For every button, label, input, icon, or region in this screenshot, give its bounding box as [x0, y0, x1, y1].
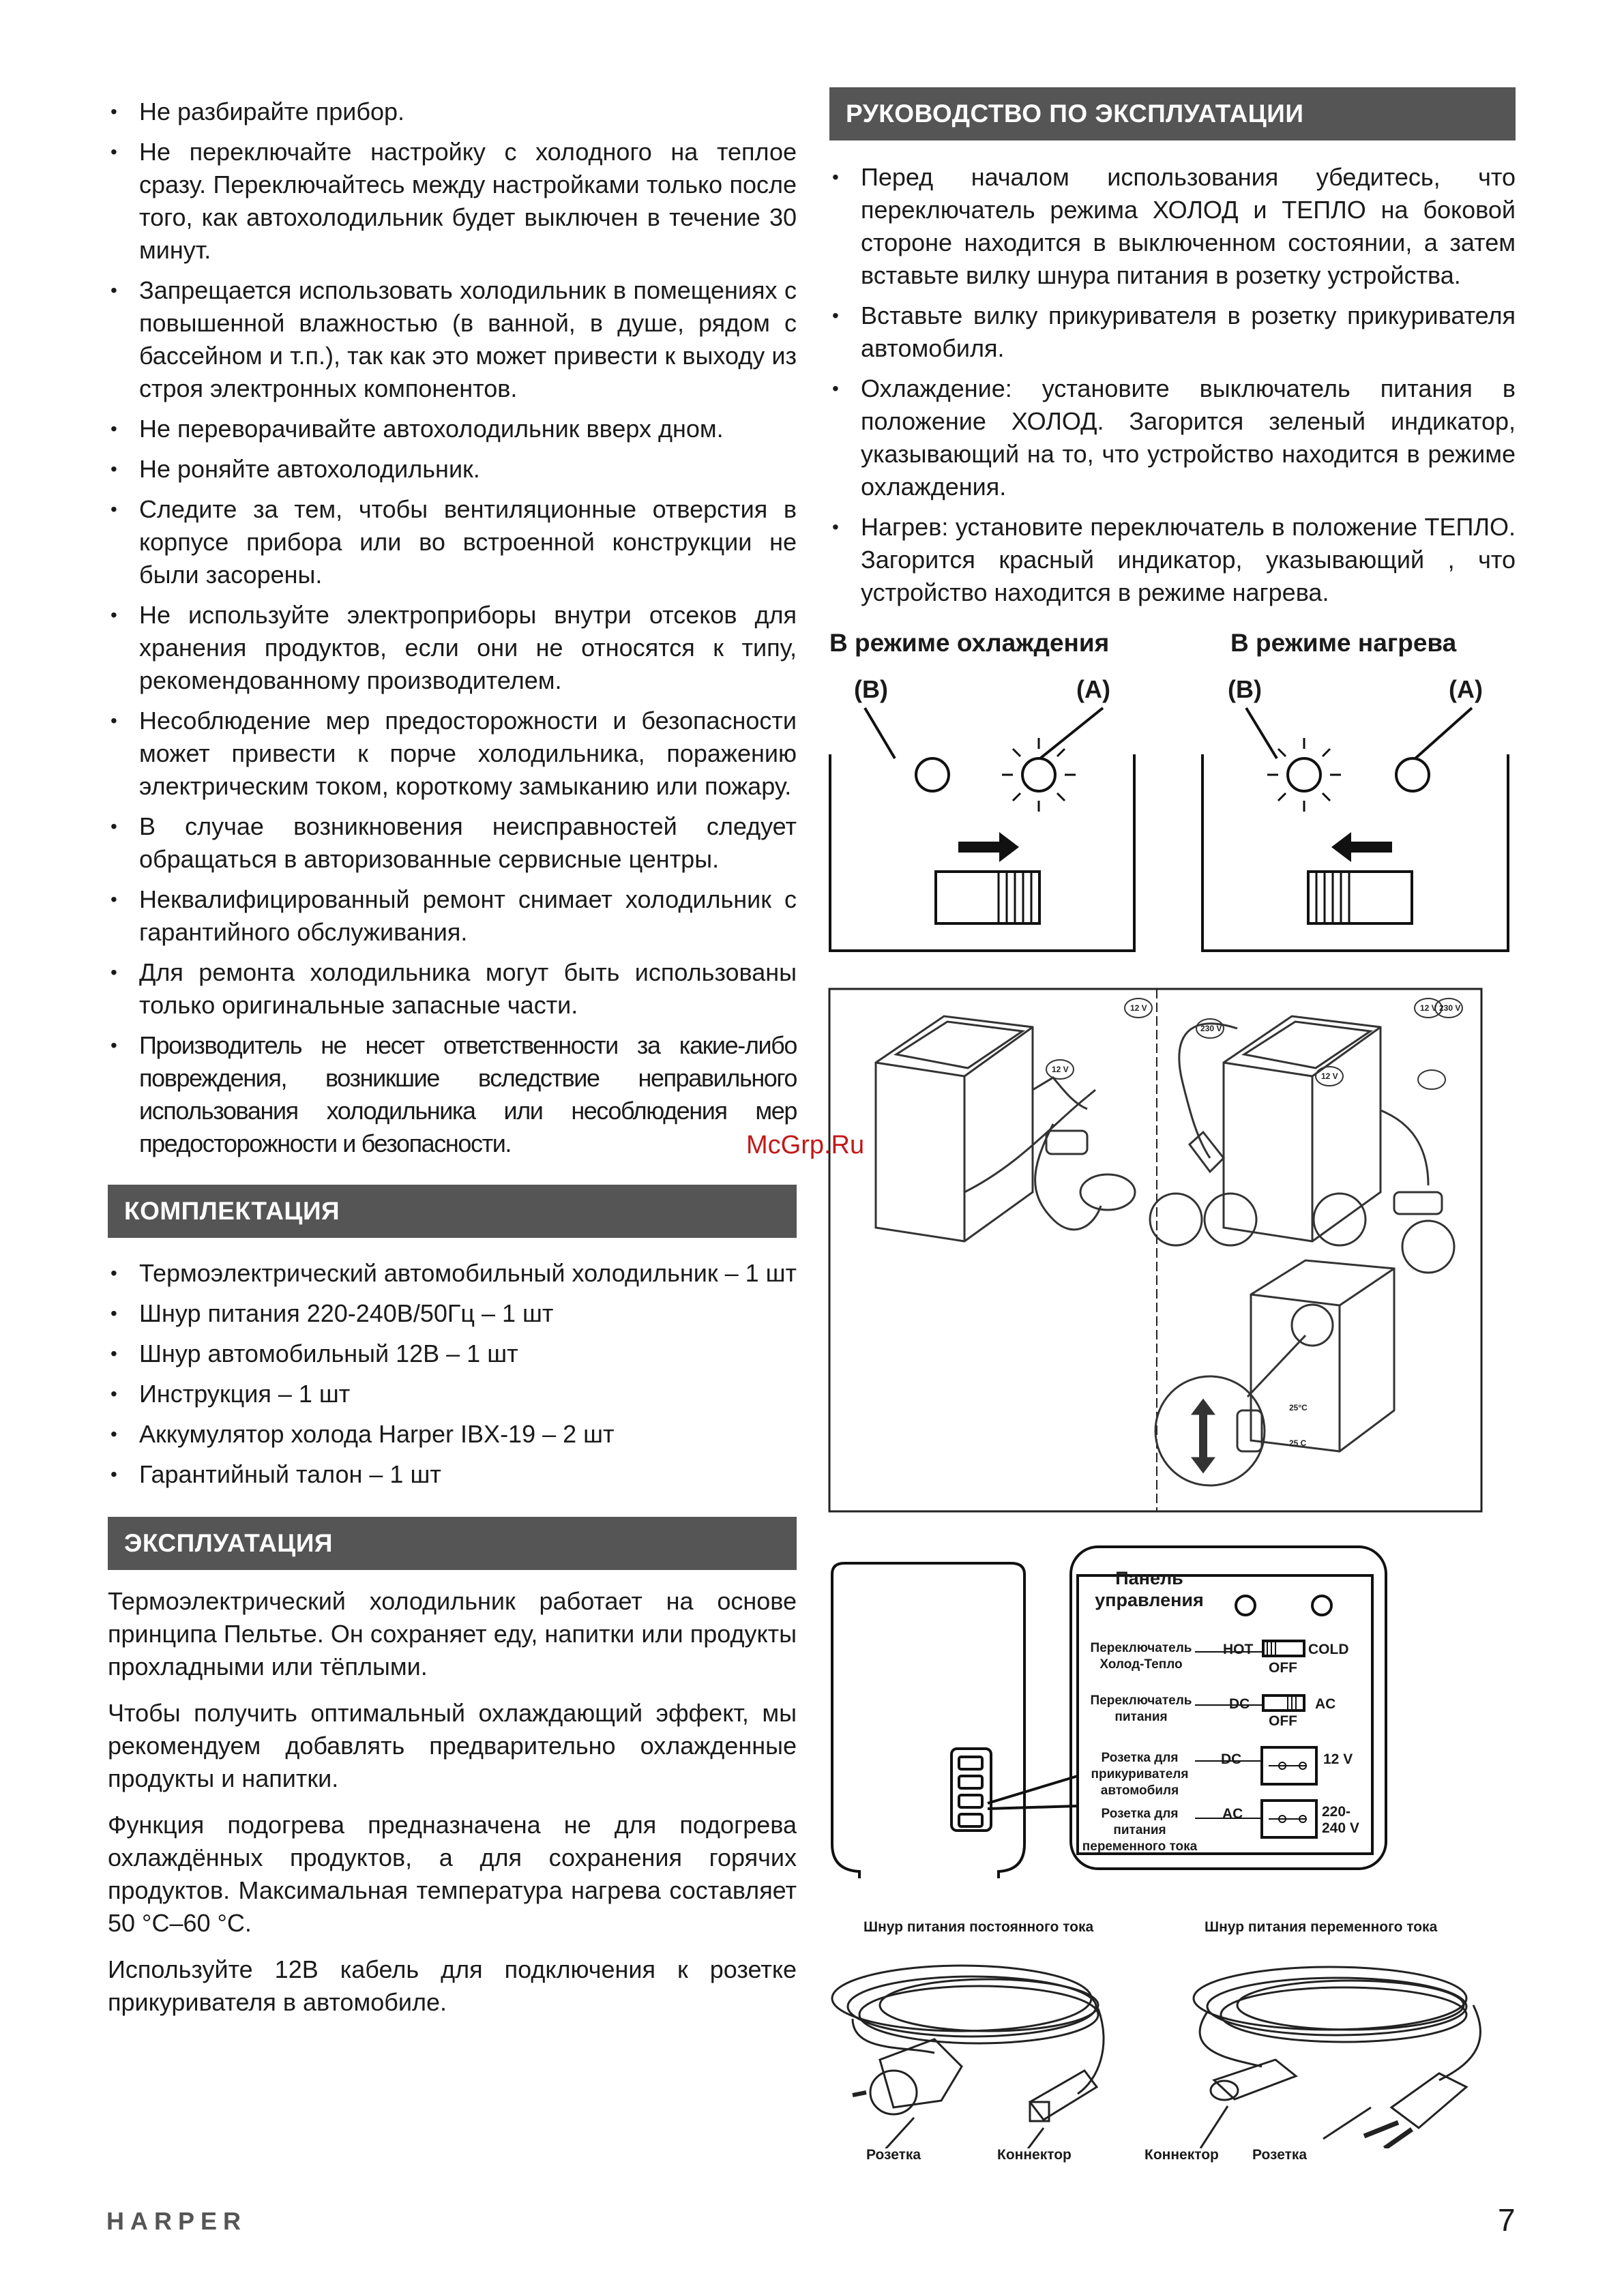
- list-item: • Не переворачивайте автохолодильник вверх дном.: [108, 413, 797, 445]
- list-item: • Перед началом использования убедитесь, что переключатель режима ХОЛОД и ТЕПЛО на боковой стороне находится в выключенном состоянии, а затем вставьте вилку шнура питания в розетку устройства.: [829, 161, 1516, 292]
- label-b: (B): [1228, 675, 1262, 703]
- paragraph: Используйте 12В кабель для подключения к розетке прикуривателя в автомобиле.: [108, 1955, 797, 2016]
- badge-230v: 230 V: [1200, 1024, 1222, 1033]
- connector-label: Коннектор: [997, 2147, 1072, 2163]
- off-label: OFF: [1269, 1660, 1297, 1676]
- list-item: • Не переключайте настройку с холодного на теплое сразу. Переключайтесь между настройками только после того, как автохолодильник будет выключен в течение 30 минут.: [108, 136, 797, 267]
- dc-label: DC: [1229, 1696, 1250, 1712]
- dc-socket-label: DC: [1221, 1751, 1242, 1767]
- socket-label: Розетка: [866, 2147, 921, 2163]
- list-item: • Не роняйте автохолодильник.: [108, 453, 797, 486]
- list-item: • Не разбирайте прибор.: [108, 95, 797, 128]
- list-item: • Вставьте вилку прикуривателя в розетку прикуривателя автомобиля.: [829, 299, 1516, 365]
- car-socket-label: Розетка для прикуривателя автомобиля: [1091, 1751, 1189, 1798]
- panel-title: Панель управления: [1095, 1568, 1204, 1610]
- label-a: (A): [1449, 675, 1483, 703]
- badge-12v: 12 V: [1321, 1071, 1338, 1081]
- list-item: • Шнур автомобильный 12В – 1 шт: [108, 1337, 797, 1370]
- kit-list: [108, 1257, 797, 1491]
- temp-label: 25 C: [1289, 1438, 1307, 1448]
- off-label: OFF: [1269, 1713, 1297, 1729]
- installation-illustration: [828, 988, 1483, 1513]
- operation-heading: ЭКСПЛУАТАЦИЯ: [108, 1517, 797, 1570]
- manual-list: [829, 161, 1516, 609]
- badge-12v: 12 V: [1130, 1003, 1147, 1013]
- list-item: • Не используйте электроприборы внутри отсеков для хранения продуктов, если они не относятся к типу, рекомендованному производителем.: [108, 599, 797, 697]
- list-item: • Аккумулятор холода Harper IBX-19 – 2 шт: [108, 1418, 797, 1451]
- manual-heading: РУКОВОДСТВО ПО ЭКСПЛУАТАЦИИ: [829, 87, 1516, 140]
- list-item: • Следите за тем, чтобы вентиляционные отверстия в корпусе прибора или во встроенной конструкции не были засорены.: [108, 493, 797, 591]
- dc-cord-title: Шнур питания постоянного тока: [863, 1919, 1094, 1935]
- list-item: • Для ремонта холодильника могут быть использованы только оригинальные запасные части.: [108, 956, 797, 1022]
- hot-label: HOT: [1223, 1642, 1254, 1657]
- cold-label: COLD: [1308, 1642, 1349, 1657]
- list-item: • Несоблюдение мер предосторожности и безопасности может привести к порче холодильника, поражению электрическим током, короткому замыканию или пожару.: [108, 705, 797, 803]
- v220-label: 220-240 V: [1322, 1804, 1359, 1836]
- list-item: • Неквалифицированный ремонт снимает холодильник с гарантийного обслуживания.: [108, 883, 797, 949]
- ac-cord-title: Шнур питания переменного тока: [1205, 1919, 1438, 1935]
- list-item: • Производитель не несет ответственности за какие-либо повреждения, возникшие вследствие неправильного использования холодильника или несоблюдения мер предосторожности и безопасности.: [108, 1029, 797, 1160]
- operation-text: [108, 1585, 797, 2019]
- list-item: • В случае возникновения неисправностей следует обращаться в авторизованные сервисные центры.: [108, 810, 797, 876]
- ac-socket-type: AC: [1222, 1806, 1243, 1822]
- list-item: • Запрещается использовать холодильник в помещениях с повышенной влажностью (в ванной, в душе, рядом с бассейном и т.п.), так как это может привести к выходу из строя электронных компонентов.: [108, 274, 797, 405]
- list-item: • Термоэлектрический автомобильный холодильник – 1 шт: [108, 1257, 797, 1290]
- cooling-mode-caption: В режиме охлаждения: [829, 629, 1110, 657]
- badge-12v: 12 V: [1052, 1065, 1069, 1074]
- ac-label: AC: [1315, 1696, 1336, 1712]
- kit-heading: КОМПЛЕКТАЦИЯ: [108, 1185, 797, 1238]
- v12-label: 12 V: [1323, 1751, 1353, 1767]
- list-item: • Шнур питания 220-240В/50Гц – 1 шт: [108, 1297, 797, 1330]
- power-cords-illustration: [825, 1944, 1501, 2148]
- badge-12v: 12 V: [1420, 1003, 1437, 1013]
- label-b: (B): [854, 675, 888, 703]
- ac-socket-label: Розетка для питания переменного тока: [1082, 1807, 1198, 1854]
- mode-switch-label: Переключатель Холод-Тепло: [1090, 1641, 1192, 1672]
- brand-logo: HARPER: [106, 2207, 248, 2235]
- left-column: [108, 95, 797, 2032]
- paragraph: Чтобы получить оптимальный охлаждающий эффект, мы рекомендуем добавлять предварительно охлажденные продукты и напитки.: [108, 1699, 797, 1792]
- list-item: • Гарантийный талон – 1 шт: [108, 1458, 797, 1491]
- connector-label: Коннектор: [1145, 2147, 1219, 2163]
- list-item: • Охлаждение: установите выключатель питания в положение ХОЛОД. Загорится зеленый индикатор, указывающий на то, что устройство находится в режиме охлаждения.: [829, 372, 1516, 503]
- temp-label: 25°C: [1289, 1403, 1308, 1412]
- list-item: • Нагрев: установите переключатель в положение ТЕПЛО. Загорится красный индикатор, указывающий , что устройство находится в режиме нагрева.: [829, 511, 1516, 609]
- mode-switch-diagram: [818, 702, 1528, 962]
- right-column: [829, 87, 1516, 617]
- badge-230v: 230 V: [1439, 1003, 1461, 1013]
- list-item: • Инструкция – 1 шт: [108, 1378, 797, 1410]
- paragraph: Термоэлектрический холодильник работает на основе принципа Пельтье. Он сохраняет еду, напитки или продукты прохладными или тёплыми.: [108, 1587, 797, 1680]
- watermark: McGrp.Ru: [746, 1131, 865, 1159]
- socket-label: Розетка: [1252, 2147, 1308, 2163]
- safety-list: [108, 95, 797, 1160]
- page-number: 7: [1498, 2202, 1516, 2238]
- power-switch-label: Переключатель питания: [1090, 1693, 1192, 1724]
- heating-mode-caption: В режиме нагрева: [1230, 629, 1457, 657]
- paragraph: Функция подогрева предназначена не для подогрева охлаждённых продуктов, а для сохранения горячих продуктов. Максимальная температура нагрева составляет 50 °С–60 °С.: [108, 1811, 797, 1937]
- label-a: (A): [1076, 675, 1110, 703]
